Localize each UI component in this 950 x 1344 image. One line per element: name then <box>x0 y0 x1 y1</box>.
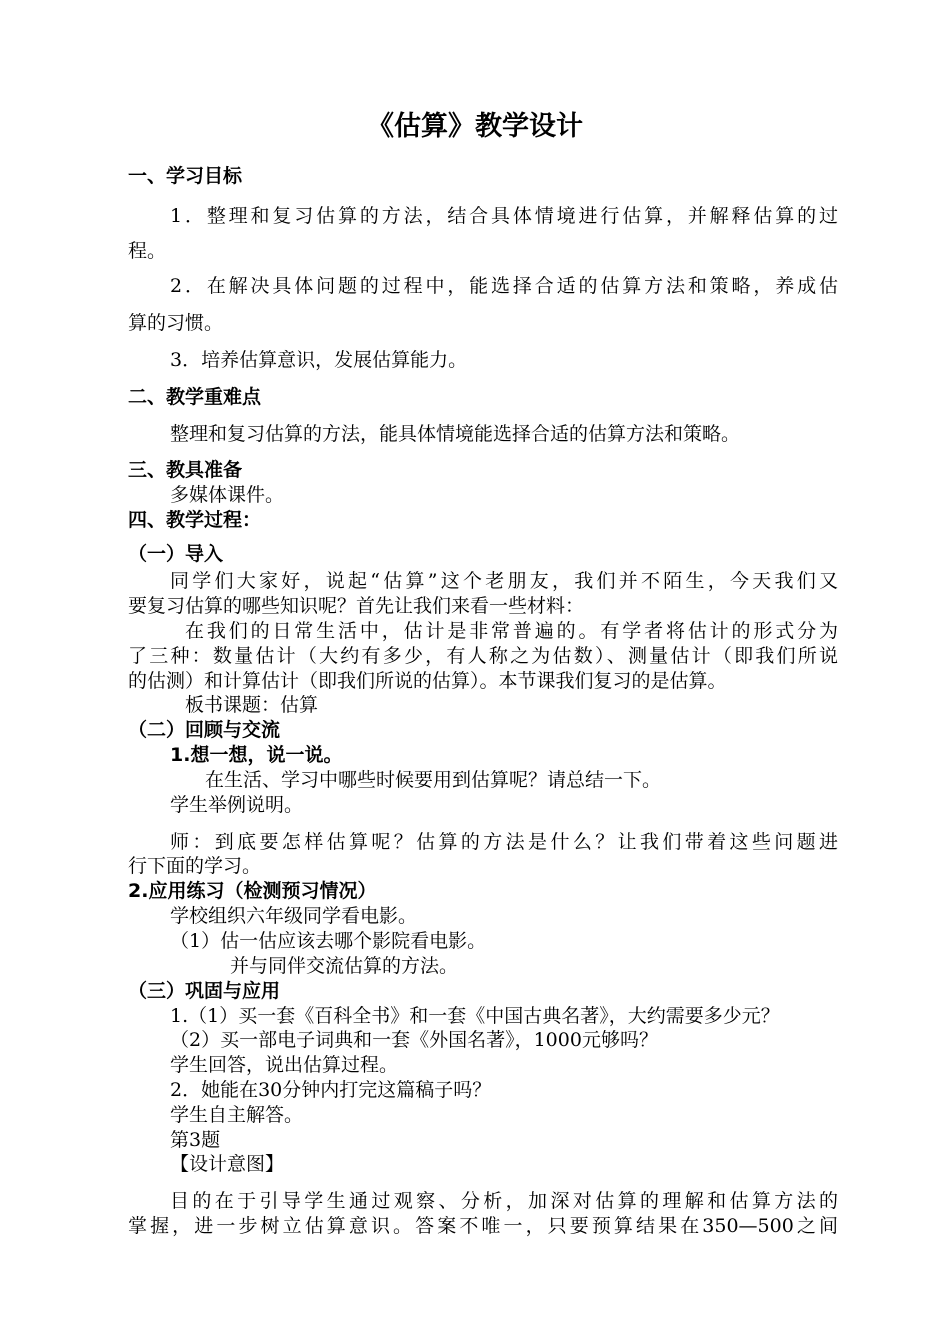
subsection-heading-apply: （三）巩固与应用 <box>128 980 281 1002</box>
paragraph-line: 学生自主解答。 <box>170 1104 304 1126</box>
paragraph-line: 学生举例说明。 <box>170 794 304 816</box>
paragraph-line: 2．她能在30分钟内打完这篇稿子吗？ <box>170 1079 492 1101</box>
document-title: 《估算》教学设计 <box>367 111 583 142</box>
section-heading-key-points: 二、教学重难点 <box>128 386 262 408</box>
paragraph-line: 了三种：数量估计（大约有多少，有人称之为估数）、测量估计（即我们所说 <box>128 645 838 667</box>
paragraph-line: 1.（1）买一套《百科全书》和一套《中国古典名著》，大约需要多少元？ <box>170 1005 780 1027</box>
section-heading-process: 四、教学过程： <box>128 509 262 531</box>
paragraph-line: 要复习估算的哪些知识呢？首先让我们来看一些材料： <box>128 595 585 617</box>
paragraph-line: 第3题 <box>170 1129 221 1151</box>
paragraph-line: 在我们的日常生活中，估计是非常普遍的。有学者将估计的形式分为 <box>185 620 838 642</box>
paragraph-line: 多媒体课件。 <box>170 484 285 506</box>
paragraph-line: 在生活、学习中哪些时候要用到估算呢？请总结一下。 <box>205 769 662 791</box>
paragraph-line: 算的习惯。 <box>128 312 224 334</box>
item-heading-practice: 2.应用练习（检测预习情况） <box>128 880 377 902</box>
subsection-heading-review: （二）回顾与交流 <box>128 719 281 741</box>
paragraph-line: （2）买一部电子词典和一套《外国名著》，1000元够吗？ <box>170 1029 658 1051</box>
section-heading-goals: 一、学习目标 <box>128 165 243 187</box>
paragraph-line: 学校组织六年级同学看电影。 <box>170 905 418 927</box>
paragraph-line: 师：到底要怎样估算呢？估算的方法是什么？让我们带着这些问题进 <box>170 831 838 853</box>
item-heading-think: 1.想一想，说一说。 <box>170 744 343 766</box>
paragraph-line: （1）估一估应该去哪个影院看电影。 <box>170 930 487 952</box>
paragraph-line: 并与同伴交流估算的方法。 <box>230 955 459 977</box>
paragraph-line: 行下面的学习。 <box>128 855 262 877</box>
paragraph-line: 掌握，进一步树立估算意识。答案不唯一，只要预算结果在350—500之间 <box>128 1215 838 1237</box>
paragraph-line: 学生回答，说出估算过程。 <box>170 1054 399 1076</box>
paragraph-line: 的估测）和计算估计（即我们所说的估算）。本节课我们复习的是估算。 <box>128 670 727 692</box>
subsection-heading-intro: （一）导入 <box>128 543 224 565</box>
paragraph-line: 目的在于引导学生通过观察、分析，加深对估算的理解和估算方法的 <box>170 1190 838 1212</box>
paragraph-line: 板书课题：估算 <box>185 694 319 716</box>
paragraph-line: 整理和复习估算的方法，能具体情境能选择合适的估算方法和策略。 <box>170 423 741 445</box>
paragraph-line: 2．在解决具体问题的过程中，能选择合适的估算方法和策略，养成估 <box>170 275 838 297</box>
paragraph-line: 3．培养估算意识，发展估算能力。 <box>170 349 468 371</box>
paragraph-line: 【设计意图】 <box>170 1153 285 1175</box>
paragraph-line: 1．整理和复习估算的方法，结合具体情境进行估算，并解释估算的过 <box>170 205 838 227</box>
paragraph-line: 同学们大家好，说起“估算”这个老朋友，我们并不陌生，今天我们又 <box>170 570 838 592</box>
section-heading-materials: 三、教具准备 <box>128 459 243 481</box>
paragraph-line: 程。 <box>128 240 167 262</box>
